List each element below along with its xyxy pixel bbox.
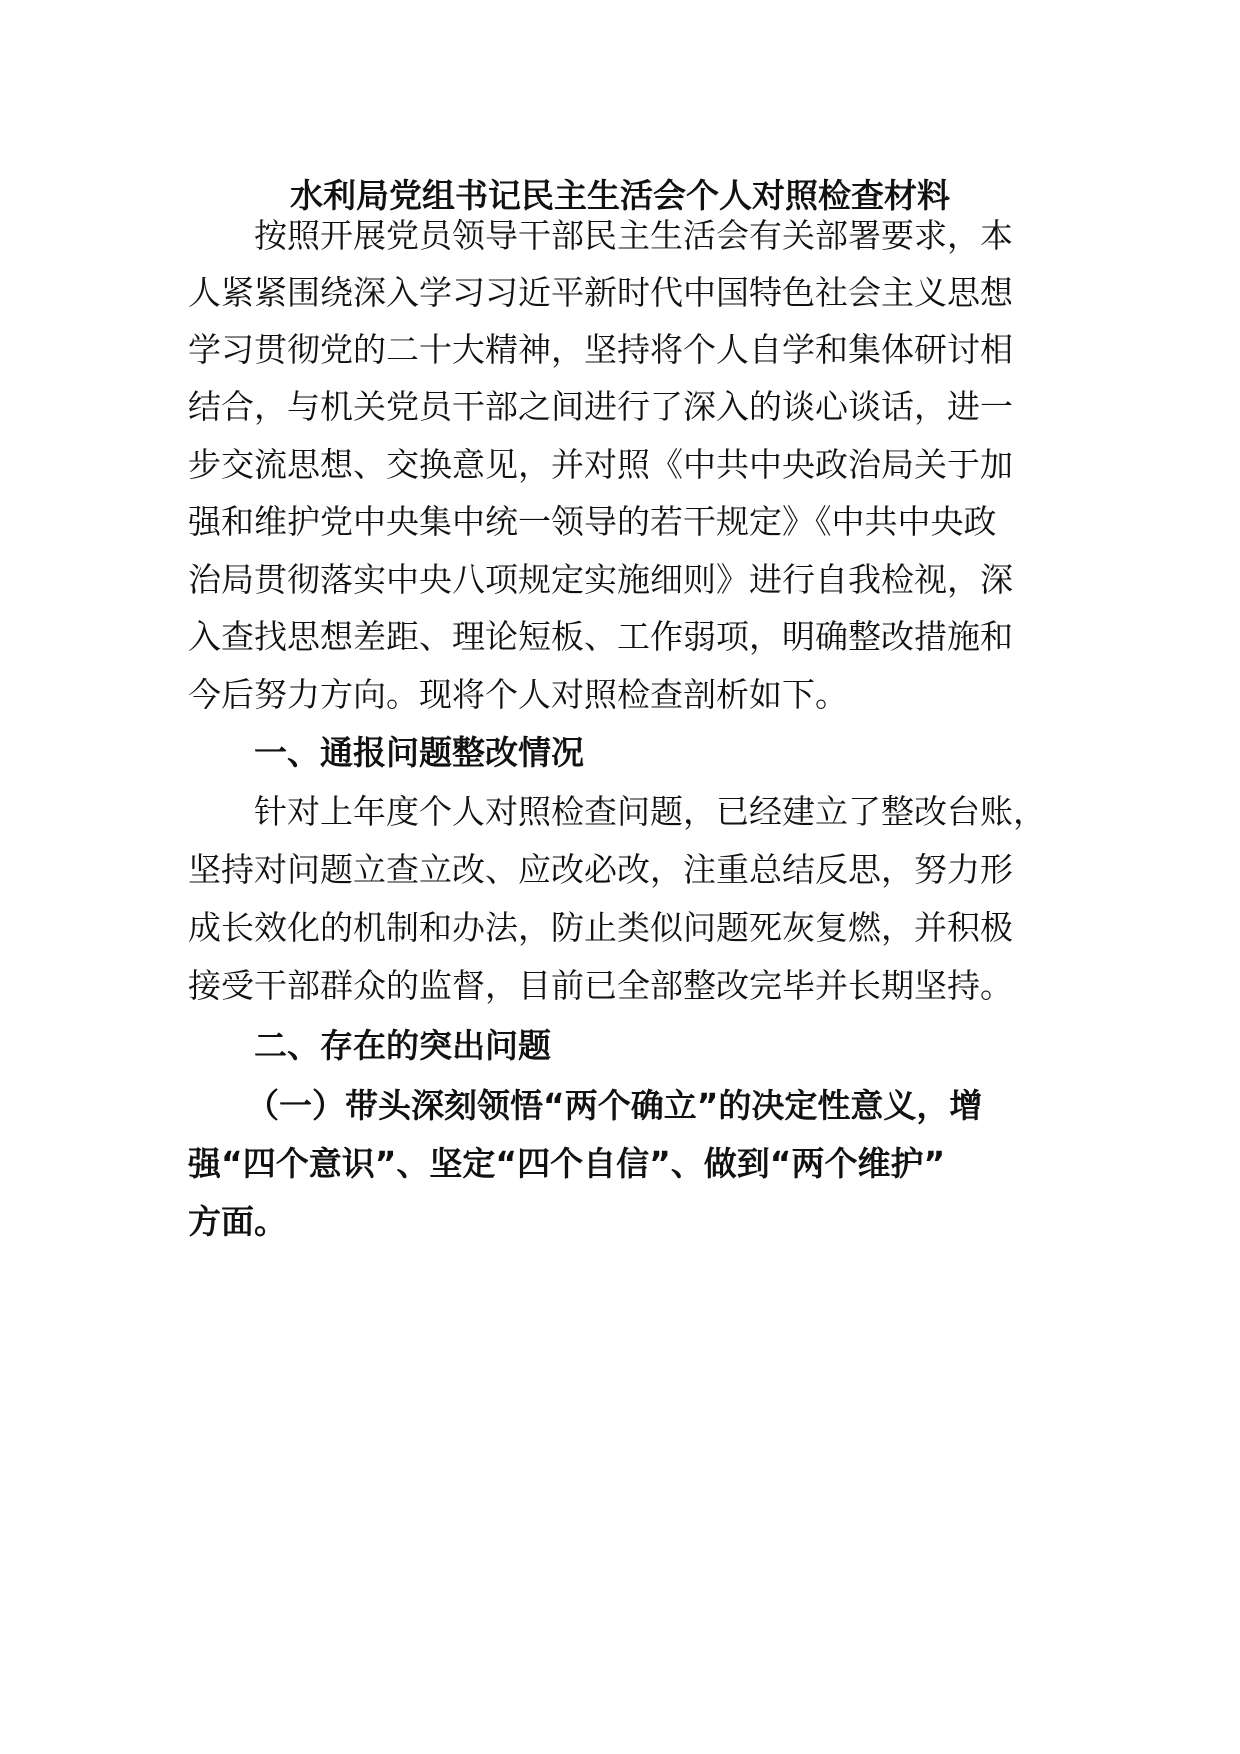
paragraph-line: 针对上年度个人对照检查问题，已经建立了整改台账，: [254, 792, 1046, 831]
paragraph-line: 今后努力方向。现将个人对照检查剖析如下。: [188, 675, 848, 714]
paragraph-line: 按照开展党员领导干部民主生活会有关部署要求，本: [254, 216, 1013, 255]
paragraph-line: 学习贯彻党的二十大精神，坚持将个人自学和集体研讨相: [188, 330, 1013, 369]
subsection-heading-line: 强“四个意识”、坚定“四个自信”、做到“两个维护”: [188, 1144, 946, 1183]
paragraph-line: 强和维护党中央集中统一领导的若干规定》《中共中央政: [188, 502, 997, 541]
paragraph-line: 人紧紧围绕深入学习习近平新时代中国特色社会主义思想: [188, 273, 1013, 312]
paragraph-line: 治局贯彻落实中央八项规定实施细则》进行自我检视，深: [188, 560, 1013, 599]
paragraph-line: 接受干部群众的监督，目前已全部整改完毕并长期坚持。: [188, 966, 1013, 1005]
subsection-heading-line: （一）带头深刻领悟“两个确立”的决定性意义，增: [246, 1086, 983, 1125]
paragraph-line: 入查找思想差距、理论短板、工作弱项，明确整改措施和: [188, 617, 1013, 656]
section-heading: 一、通报问题整改情况: [254, 733, 584, 772]
document-title: 水利局党组书记民主生活会个人对照检查材料: [290, 176, 950, 215]
paragraph-line: 坚持对问题立查立改、应改必改，注重总结反思，努力形: [188, 850, 1013, 889]
subsection-heading-line: 方面。: [188, 1202, 287, 1241]
section-heading: 二、存在的突出问题: [254, 1026, 551, 1065]
paragraph-line: 成长效化的机制和办法，防止类似问题死灰复燃，并积极: [188, 908, 1013, 947]
paragraph-line: 结合，与机关党员干部之间进行了深入的谈心谈话，进一: [188, 387, 1013, 426]
paragraph-line: 步交流思想、交换意见，并对照《中共中央政治局关于加: [188, 445, 1013, 484]
